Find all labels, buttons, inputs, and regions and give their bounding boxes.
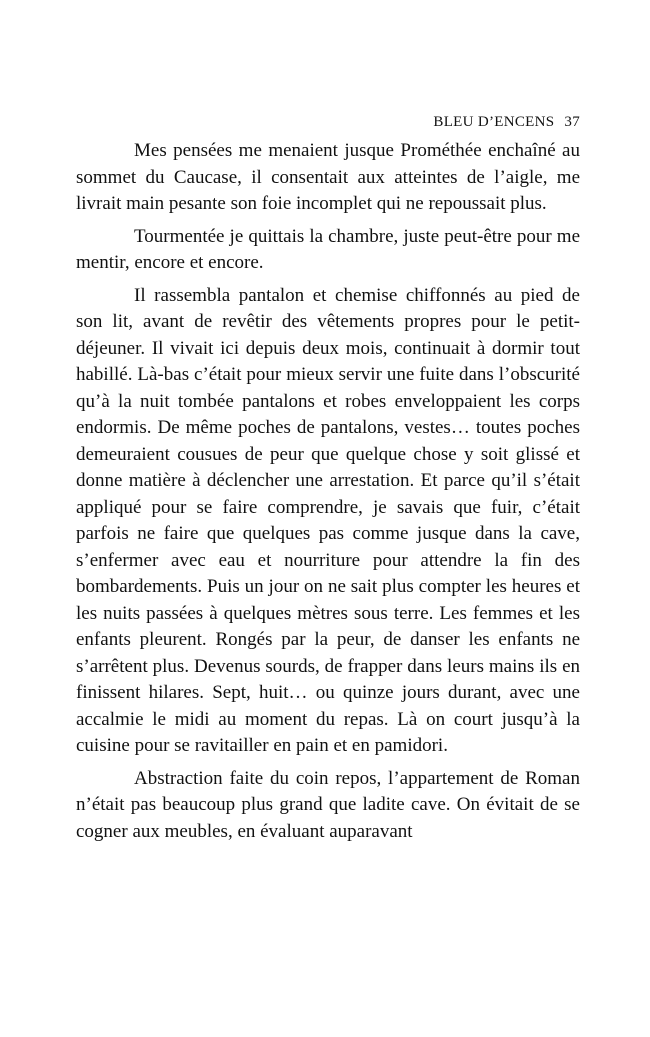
running-header <box>76 112 580 132</box>
book-title: BLEU D’ENCENS <box>433 114 555 130</box>
paragraph-1: Mes pensées me menaient jusque Prométhée enchaîné au sommet du Caucase, il consentait aux atteintes de l’aigle, me livrait main pesante son foie incomplet qui ne repoussait plus. <box>76 140 580 214</box>
paragraph-2: Tourmentée je quittais la chambre, juste peut-être pour me mentir, encore et encore. <box>76 225 580 273</box>
book-page <box>76 112 580 851</box>
body-text <box>76 138 580 845</box>
paragraph-3: Il rassembla pantalon et chemise chiffonnés au pied de son lit, avant de revêtir des vêtements propres pour le petit-déjeuner. Il vivait ici depuis deux mois, continuait à dormir tout habillé. Là-bas c’était pour mieux servir une fuite dans l’obscurité qu’à la nuit tombée pantalons et robes enveloppaient les corps endormis. De même poches de pantalons, vestes… toutes poches demeuraient cousues de peur que quelque chose y soit glissé et donne matière à déclencher une arrestation. Et parce qu’il s’était appliqué pour se faire comprendre, je savais que fuir, c’était parfois ne faire que quelques pas comme jusque dans la cave, s’enfermer avec eau et nourriture pour attendre la fin des bombardements. Puis un jour on ne sait plus compter les heures et les nuits passées à quelques mètres sous terre. Les femmes et les enfants pleurent. Rongés par la peur, de danser les enfants ne s’arrêtent plus. Devenus sourds, de frapper dans leurs mains ils en finissent hilares. Sept, huit… ou quinze jours durant, avec une accalmie le midi au moment du repas. Là on court jusqu’à la cuisine pour se ravitailler en pain et en pamidori. <box>76 284 580 756</box>
page-number: 37 <box>564 114 580 130</box>
paragraph-4: Abstraction faite du coin repos, l’appartement de Roman n’était pas beaucoup plus grand que ladite cave. On évitait de se cogner aux meubles, en évaluant auparavant <box>76 767 580 842</box>
